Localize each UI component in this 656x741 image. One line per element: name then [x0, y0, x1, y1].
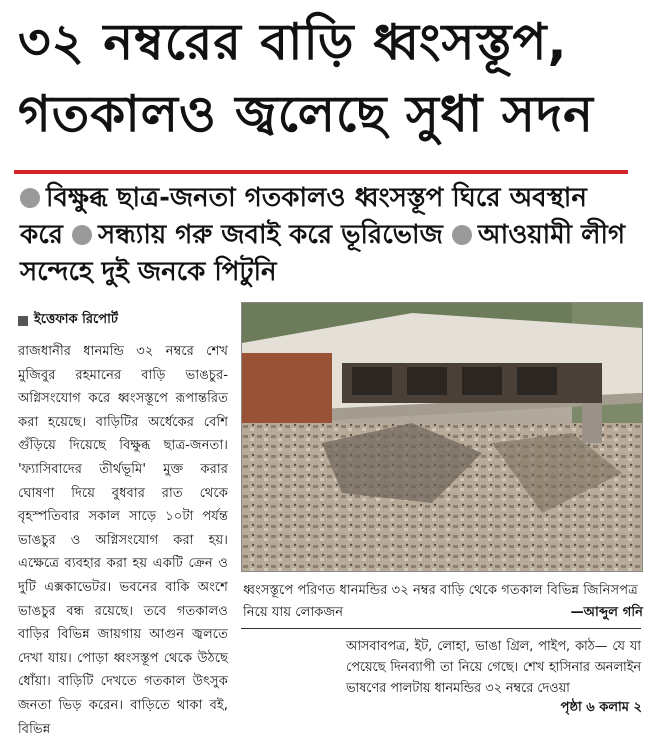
deck-item-3: আওয়ামী লীগ সন্দেহে দুই জনকে পিটুনি — [20, 220, 626, 287]
subheadline-deck — [20, 180, 635, 291]
demolished-house-image — [242, 303, 642, 571]
continued-page-ref: পৃষ্ঠা ৬ কলাম ২ — [560, 700, 642, 715]
headline-line-2: গতকালও জ্বলেছে সুধা সদন — [18, 85, 594, 143]
article-body-column-1: রাজধানীর ধানমন্ডি ৩২ নম্বরে শেখ মুজিবুর রহমানের বাড়ি ভাঙচুর-অগ্নিসংযোগ করে ধ্বংসস্তূপে রূপান্তরিত করা হয়েছে। বাড়িটির অর্ধেকের বেশি গুঁড়িয়ে দিয়েছে বিক্ষুব্ধ ছাত্র-জনতা। 'ফ্যাসিবাদের তীর্থভূমি' মুক্ত করার ঘোষণা দিয়ে বুধবার রাত থেকে বৃহস্পতিবার সকাল সাড়ে ১০টা পর্যন্ত ভাঙচুর ও অগ্নিসংযোগ করা হয়। এক্ষেত্রে ব্যবহার করা হয় একটি ক্রেন ও দুটি এক্সকাভেটর। ভবনের বাকি অংশে ভাঙচুর বন্ধ রয়েছে। তবে গতকালও বাড়ির বিভিন্ন জায়গায় আগুন জ্বলতে দেখা যায়। পোড়া ধ্বংসস্তূপ থেকে উঠছে ধোঁয়া। বাড়িটি দেখতে গতকাল উৎসুক জনতা ভিড় করেন। বাড়িতে থাকা বই, বিভিন্ন — [18, 344, 228, 737]
bullet-icon — [452, 225, 472, 245]
byline-text: ইত্তেফাক রিপোর্ট — [34, 312, 118, 327]
photo-caption — [243, 580, 643, 624]
caption-text: ধ্বংসস্তূপে পরিণত ধানমন্ডির ৩২ নম্বর বাড়ি থেকে গতকাল বিভিন্ন জিনিসপত্র নিয়ে যায় লোকজন — [243, 583, 638, 620]
caption-divider — [241, 628, 641, 629]
bullet-icon — [20, 188, 40, 208]
news-photo — [241, 302, 643, 572]
byline — [18, 310, 118, 331]
headline — [18, 6, 643, 150]
headline-line-1: ৩২ নম্বরের বাড়ি ধ্বংসস্তূপ, — [18, 13, 568, 71]
deck-item-1: বিক্ষুব্ধ ছাত্র-জনতা গতকালও ধ্বংসস্তূপ ঘিরে অবস্থান করে — [20, 183, 587, 250]
deck-item-2: সন্ধ্যায় গরু জবাই করে ভূরিভোজ — [98, 220, 443, 250]
square-icon — [18, 316, 28, 326]
red-divider — [14, 170, 628, 174]
bullet-icon — [72, 225, 92, 245]
photo-credit: —আব্দুল গনি — [570, 605, 643, 620]
article-body-column-2: আসবাবপত্র, ইট, লোহা, ভাঙা গ্রিল, পাইপ, কাঠ— যে যা পেয়েছে দিনব্যাপী তা নিয়ে গেছে। শেখ হাসিনার অনলাইন ভাষণের পালটায় ধানমন্ডির ৩২ নম্বরে দেওয়া — [346, 639, 641, 696]
